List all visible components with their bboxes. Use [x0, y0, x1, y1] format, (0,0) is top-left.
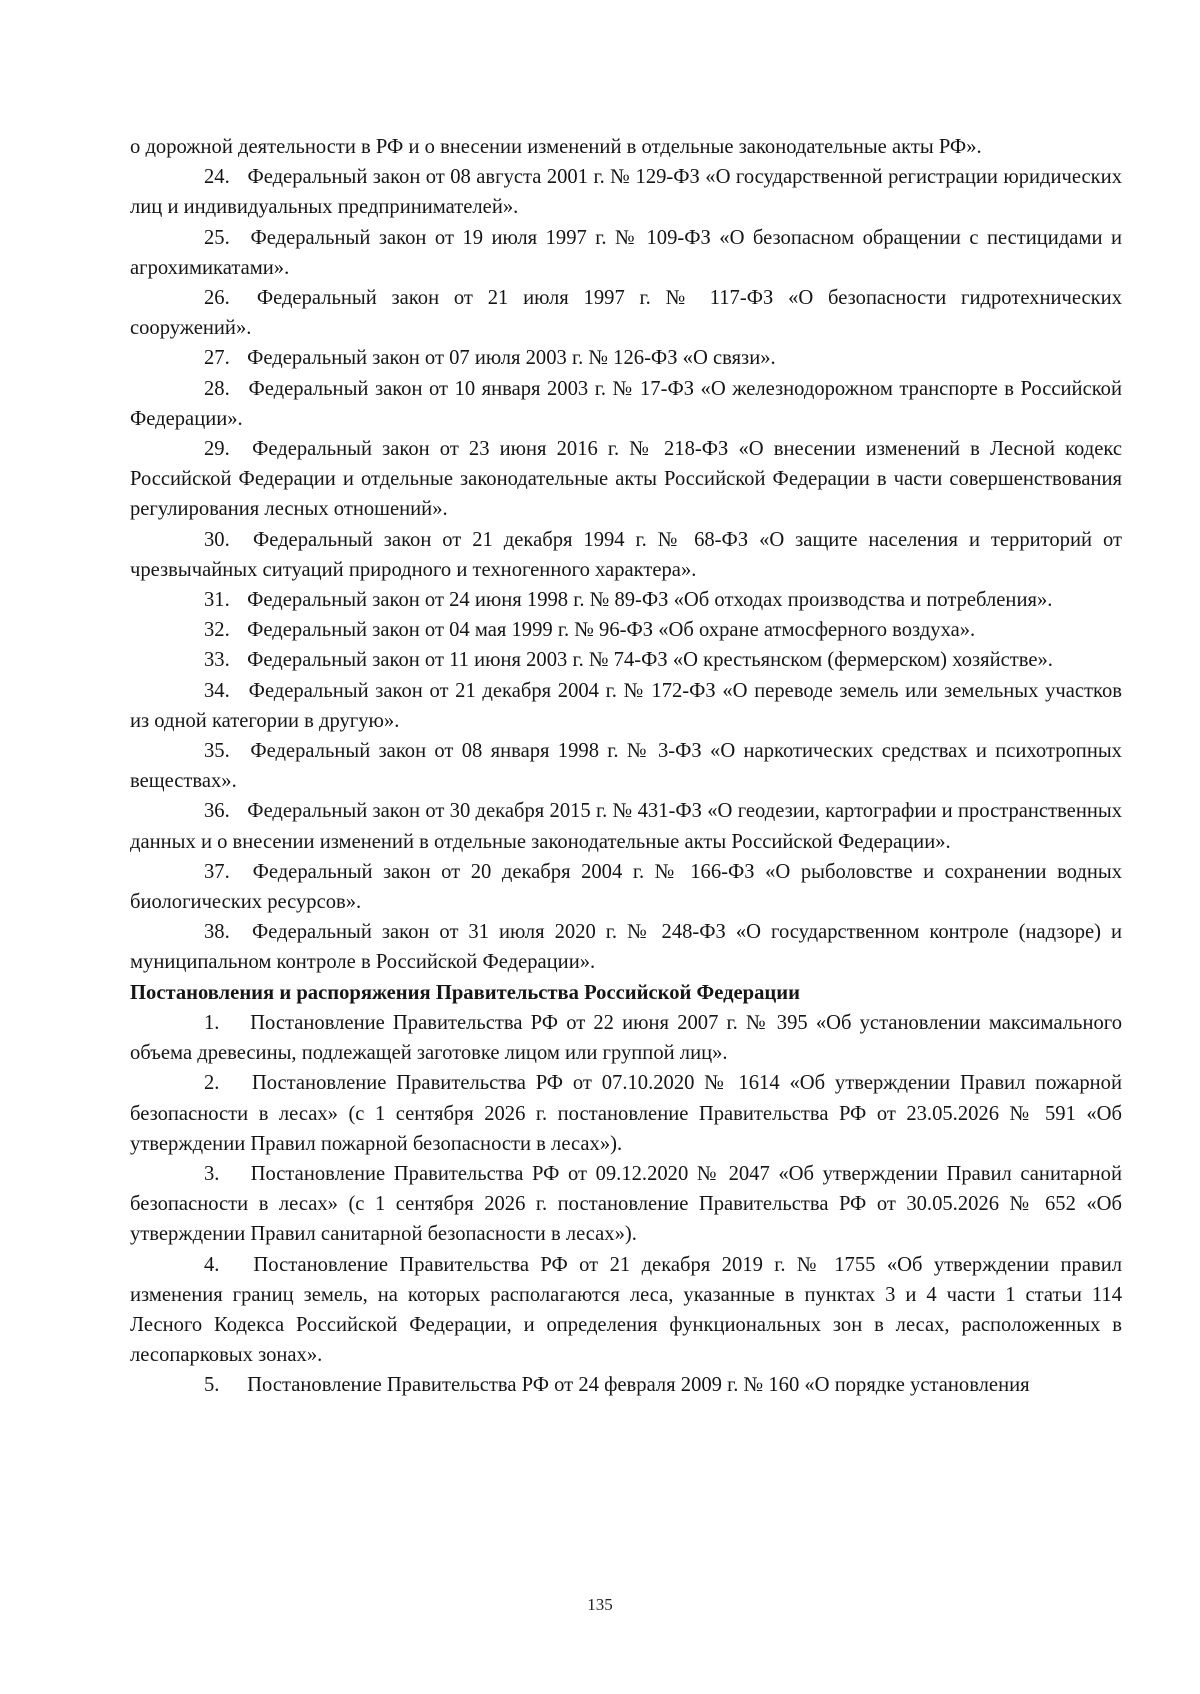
item-text: Федеральный закон от 30 декабря 2015 г. № 431-ФЗ «О геодезии, картографии и пространственных данных и о внесении изменений в отдельные законодательные акты Российской Федерации».	[130, 800, 1122, 853]
item-text: Федеральный закон от 24 июня 1998 г. № 89-ФЗ «Об отходах производства и потребления».	[247, 589, 1053, 612]
item-text: Федеральный закон от 19 июля 1997 г. № 109-ФЗ «О безопасном обращении с пестицидами и агрохимикатами».	[130, 226, 1122, 279]
item-text: Федеральный закон от 07 июля 2003 г. № 126-ФЗ «О связи».	[247, 347, 776, 370]
law-item	[130, 736, 1122, 796]
item-text: Федеральный закон от 10 января 2003 г. № 17-ФЗ «О железнодорожном транспорте в Российской Федерации».	[130, 377, 1122, 430]
item-text: Федеральный закон от 21 июля 1997 г. № 117-ФЗ «О безопасности гидротехнических сооружений».	[130, 287, 1122, 340]
item-number: 30.	[204, 528, 230, 551]
law-item	[130, 162, 1122, 222]
item-number: 36.	[204, 800, 230, 823]
law-item	[130, 343, 1122, 373]
document-page	[130, 132, 1122, 1401]
decree-item	[130, 1068, 1122, 1159]
continuation-paragraph: о дорожной деятельности в РФ и о внесении изменений в отдельные законодательные акты РФ».	[130, 136, 982, 158]
item-text: Постановление Правительства РФ от 07.10.2020 № 1614 «Об утверждении Правил пожарной безопасности в лесах» (с 1 сентября 2026 г. постановление Правительства РФ от 23.05.2026 № 591 «Об утверждении Правил пожарной безопасности в лесах»).	[130, 1072, 1122, 1155]
item-number: 29.	[204, 438, 230, 461]
item-number: 35.	[204, 740, 230, 763]
item-number: 37.	[204, 860, 230, 883]
item-text: Федеральный закон от 23 июня 2016 г. № 218-ФЗ «О внесении изменений в Лесной кодекс Российской Федерации и отдельные законодательные акты Российской Федерации в части совершенствования регулирования лесных отношений».	[130, 438, 1122, 521]
law-item	[130, 374, 1122, 434]
item-number: 34.	[204, 679, 230, 702]
law-item	[130, 645, 1122, 675]
item-text: Постановление Правительства РФ от 21 декабря 2019 г. № 1755 «Об утверждении правил изменения границ земель, на которых располагаются леса, указанные в пунктах 3 и 4 части 1 статьи 114 Лесного Кодекса Российской Федерации, и определения функциональных зон в лесах, расположенных в лесопарковых зонах».	[130, 1253, 1122, 1367]
item-number: 31.	[204, 589, 230, 612]
law-item	[130, 585, 1122, 615]
item-number: 27.	[204, 347, 230, 370]
item-number: 28.	[204, 377, 230, 400]
law-item	[130, 676, 1122, 736]
law-item	[130, 796, 1122, 856]
item-number: 5.	[204, 1374, 220, 1397]
decree-item	[130, 1159, 1122, 1250]
decree-item	[130, 1370, 1122, 1400]
item-text: Федеральный закон от 04 мая 1999 г. № 96-ФЗ «Об охране атмосферного воздуха».	[247, 619, 976, 642]
law-item	[130, 615, 1122, 645]
item-number: 33.	[204, 649, 230, 672]
item-text: Федеральный закон от 31 июля 2020 г. № 248-ФЗ «О государственном контроле (надзоре) и муниципальном контроле в Российской Федерации».	[130, 921, 1122, 974]
law-item	[130, 434, 1122, 525]
law-item	[130, 223, 1122, 283]
decree-item	[130, 1008, 1122, 1068]
item-text: Федеральный закон от 21 декабря 2004 г. № 172-ФЗ «О переводе земель или земельных участков из одной категории в другую».	[130, 679, 1122, 732]
item-text: Постановление Правительства РФ от 24 февраля 2009 г. № 160 «О порядке установления	[247, 1374, 1030, 1397]
law-item	[130, 525, 1122, 585]
law-item	[130, 917, 1122, 977]
page-number: 135	[587, 1595, 613, 1614]
section-heading: Постановления и распоряжения Правительства Российской Федерации	[130, 981, 800, 1004]
item-text: Федеральный закон от 08 января 1998 г. № 3-ФЗ «О наркотических средствах и психотропных веществах».	[130, 740, 1122, 793]
decree-item	[130, 1250, 1122, 1371]
law-item	[130, 283, 1122, 343]
item-number: 2.	[204, 1072, 220, 1095]
item-text: Федеральный закон от 20 декабря 2004 г. № 166-ФЗ «О рыболовстве и сохранении водных биологических ресурсов».	[130, 860, 1123, 914]
item-text: Постановление Правительства РФ от 22 июня 2007 г. № 395 «Об установлении максимального объема древесины, подлежащей заготовке лицом или группой лиц».	[130, 1011, 1122, 1065]
item-number: 3.	[204, 1162, 220, 1185]
item-number: 1.	[204, 1011, 220, 1034]
item-number: 24.	[204, 166, 230, 189]
item-text: Федеральный закон от 08 августа 2001 г. № 129-ФЗ «О государственной регистрации юридических лиц и индивидуальных предпринимателей».	[130, 166, 1122, 219]
item-text: Постановление Правительства РФ от 09.12.2020 № 2047 «Об утверждении Правил санитарной безопасности в лесах» (с 1 сентября 2026 г. постановление Правительства РФ от 30.05.2026 № 652 «Об утверждении Правил санитарной безопасности в лесах»).	[130, 1162, 1122, 1246]
law-item	[130, 857, 1122, 917]
item-text: Федеральный закон от 21 декабря 1994 г. № 68-ФЗ «О защите населения и территорий от чрезвычайных ситуаций природного и техногенного характера».	[130, 528, 1122, 581]
item-number: 38.	[204, 921, 230, 944]
item-number: 4.	[204, 1253, 220, 1276]
item-number: 26.	[204, 287, 230, 310]
item-text: Федеральный закон от 11 июня 2003 г. № 74-ФЗ «О крестьянском (фермерском) хозяйстве».	[247, 649, 1053, 672]
item-number: 25.	[204, 226, 230, 249]
item-number: 32.	[204, 619, 230, 642]
